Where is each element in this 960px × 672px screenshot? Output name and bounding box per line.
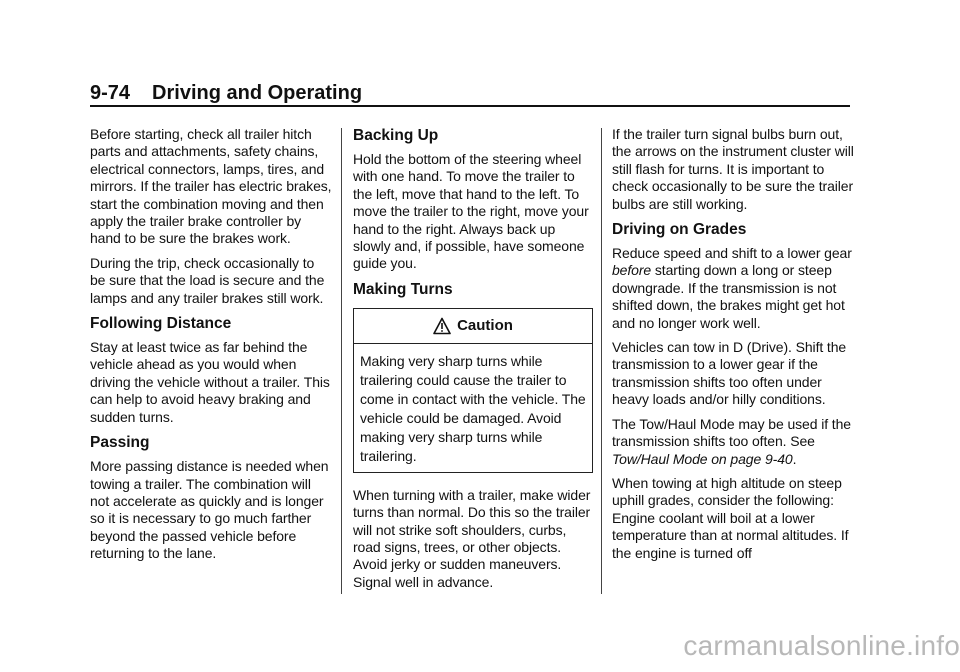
paragraph: Hold the bottom of the steering wheel with one hand. To move the trailer to the left, move that hand to the left. To move the trailer to the right, move your hand to the right. Always back up slowly and, if possible, have someone guide you.: [353, 151, 589, 272]
heading-making-turns: Making Turns: [353, 280, 453, 298]
cross-reference-link[interactable]: Tow/Haul Mode on page 9-40: [612, 450, 793, 467]
section-title: Driving and Operating: [152, 82, 363, 104]
text-run: .: [792, 450, 797, 467]
caution-title: Caution: [457, 317, 513, 335]
column-2: [353, 126, 593, 598]
emphasis-before: before: [612, 262, 652, 279]
paragraph: When turning with a trailer, make wider turns than normal. Do this so the trailer will not strike soft shoulders, curbs, road signs, trees, or other objects. Avoid jerky or sudden maneuvers. Signal well in advance.: [353, 486, 591, 590]
caution-box: [353, 308, 593, 473]
header-rule: [90, 105, 850, 107]
paragraph: Before starting, check all trailer hitch parts and attachments, safety chains, electrical connectors, lamps, tires, and mirrors. If the trailer has electric brakes, start the combination moving and then apply the trailer brake controller by hand to be sure the brakes work.: [90, 126, 332, 247]
caution-text: Making very sharp turns while trailering could cause the trailer to come in contact with the vehicle. The vehicle could be damaged. Avoid making very sharp turns while trailering.: [360, 352, 586, 464]
column-3: [612, 126, 857, 569]
text-run: The Tow/Haul Mode may be used if the transmission shifts too often. See: [612, 415, 851, 450]
paragraph: More passing distance is needed when towing a trailer. The combination will not accelerate as quickly and is longer so it is necessary to go much farther beyond the passed vehicle before returning to the lane.: [90, 458, 329, 562]
text-run: Reduce speed and shift to a lower gear: [612, 245, 852, 262]
heading-following-distance: Following Distance: [90, 315, 232, 333]
text-run: starting down a long or steep downgrade. If the transmission is not shifted down, the brakes might get hot and no longer work well.: [612, 262, 845, 331]
paragraph: During the trip, check occasionally to be sure that the load is secure and the lamps and any trailer brakes still work.: [90, 254, 325, 306]
page-header: [90, 82, 850, 108]
paragraph: [612, 245, 857, 332]
page-number: 9-74: [90, 82, 131, 104]
paragraph: [612, 416, 857, 468]
caution-body: [354, 344, 592, 472]
column-divider-1: [341, 128, 342, 594]
warning-icon: [433, 317, 451, 335]
paragraph: Vehicles can tow in D (Drive). Shift the transmission to a lower gear if the transmission shifts too often under heavy loads and/or hilly conditions.: [612, 339, 847, 408]
heading-backing-up: Backing Up: [353, 127, 439, 144]
paragraph: When towing at high altitude on steep uphill grades, consider the following: Engine coolant will boil at a lower temperature than at normal altitudes. If the engine is turned off: [612, 474, 849, 561]
paragraph: If the trailer turn signal bulbs burn out, the arrows on the instrument cluster will still flash for turns. It is important to check occasionally to be sure the trailer bulbs are still working.: [612, 126, 854, 212]
column-1: [90, 126, 333, 570]
watermark: carmanualsonline.info: [683, 630, 960, 661]
caution-header: [354, 309, 592, 344]
paragraph: Stay at least twice as far behind the vehicle ahead as you would when driving the vehicle without a trailer. This can help to avoid heavy braking and sudden turns.: [90, 339, 330, 425]
heading-driving-on-grades: Driving on Grades: [612, 221, 747, 239]
heading-passing: Passing: [90, 434, 150, 452]
header-title: [90, 82, 850, 104]
column-divider-2: [601, 128, 602, 594]
